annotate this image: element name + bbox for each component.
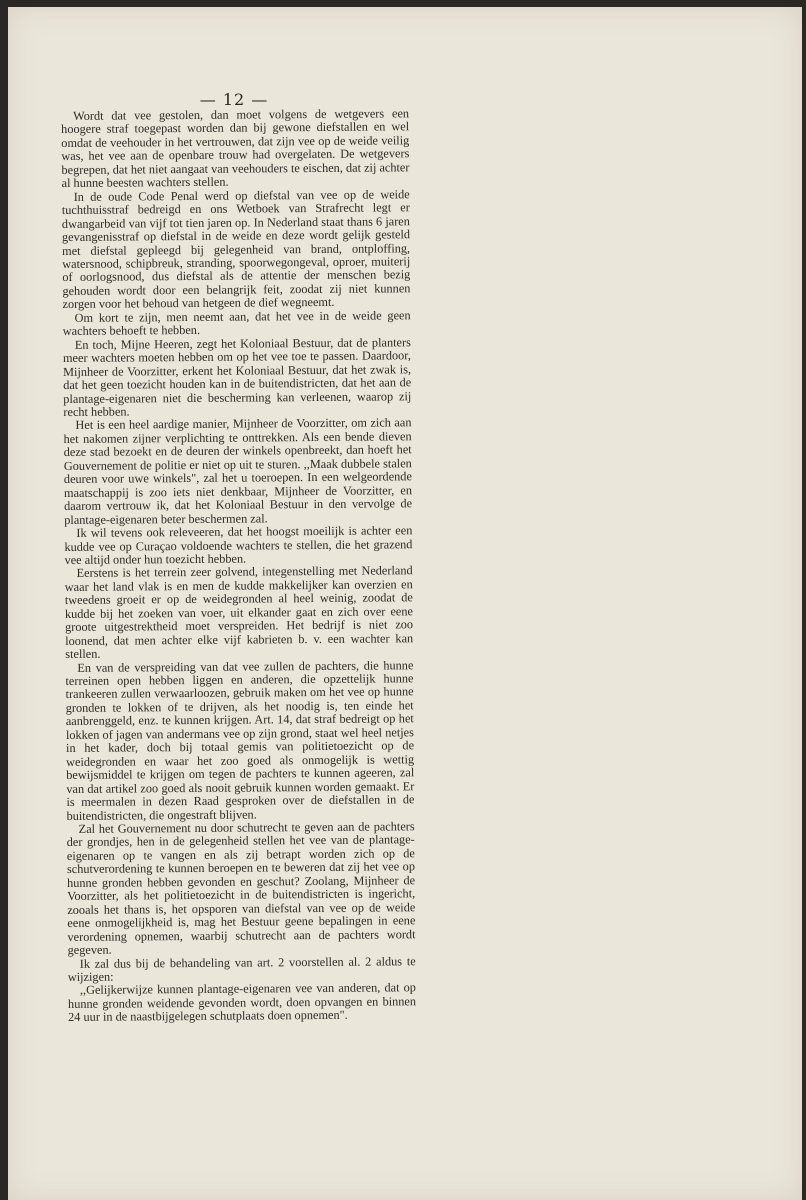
paragraph: Om kort te zijn, men neemt aan, dat het vee in de weide geen wachters behoeft te hebben. — [62, 308, 411, 339]
body-text — [61, 107, 416, 1025]
paragraph: En toch, Mijne Heeren, zegt het Koloniaal Bestuur, dat de planters meer wachters moeten hebben om op het vee toe te passen. Daardoor, Mijnheer de Voorzitter, erkent het Koloniaal Bestuur, dat het zwak is, dat het geen toezicht houden kan in de buitendistricten, dat het aan de plantage-eigenaren niet die bescherming kan verleenen, waarop zij recht hebben. — [62, 334, 412, 419]
paragraph: Ik wil tevens ook releveeren, dat het hoogst moeilijk is achter een kudde vee op Curaçao voldoende wachters te stellen, die het grazend vee altijd onder hun toezicht hebben. — [64, 523, 413, 567]
paragraph: En van de verspreiding van dat vee zullen de pachters, die hunne terreinen open hebben liggen en anderen, die opzettelijk hunne trankeeren zullen verwaarloozen, gebruik maken om het vee op hunne gronden te lokken of te drijven, als het noodig is, ten einde het aanbrenggeld, enz. te kunnen krijgen. Art. 14, dat straf bedreigt op het lokken of jagen van andermans vee op zijn grond, staat wel heel netjes in het kader, doch bij totaal gemis van politietoezicht op de weidegronden en waar het zoo goed als onmogelijk is wettig bewijsmiddel te krijgen om tegen de pachters te kunnen ageeren, zal van dat artikel zoo goed als nooit gebruik kunnen worden gemaakt. Er is meermalen in dezen Raad gesproken over de diefstallen in de buitendistricten, die ongestraft blijven. — [65, 657, 415, 823]
paragraph: Wordt dat vee gestolen, dan moet volgens de wetgevers een hoogere straf toegepast worden dan bij gewone diefstallen en wel omdat de veehouder in het vertrouwen, dat zijn vee op de weide veilig was, het vee aan de openbare trouw had overgelaten. De wetgevers begrepen, dat het niet aangaat van veehouders te eischen, dat zij achter al hunne beesten wachters stellen. — [61, 106, 410, 191]
paragraph: Zal het Gouvernement nu door schutrecht te geven aan de pachters der grondjes, hen in de gelegenheid stellen het vee van de plantage-eigenaren op te vangen en als zij betrapt worden zich op de schutverordening te kunnen beroepen en te beweren dat zij het vee op hunne gronden hebben gevonden en geschut? Zoolang, Mijnheer de Voorzitter, als het politietoezicht in de buitendistricten is ingericht, zooals het thans is, het opsporen van diefstal van vee op de weide eene onmogelijkheid is, mag het Bestuur geene bepalingen in eene verordening opnemen, waarbij schutrecht aan de pachters wordt gegeven. — [66, 819, 416, 958]
document-page — [8, 7, 802, 1200]
page-number: — 12 — — [199, 90, 269, 109]
paragraph: Ik zal dus bij de behandeling van art. 2 voorstellen al. 2 aldus te wijzigen: — [67, 953, 416, 984]
quoted-amendment: ,,Gelijkerwijze kunnen plantage-eigenaren vee van anderen, dat op hunne gronden weidende gevonden wordt, doen opvangen en binnen 24 uur in de naastbijgelegen schutplaats doen opnemen". — [67, 980, 417, 1025]
paragraph: Het is een heel aardige manier, Mijnheer de Voorzitter, om zich aan het nakomen zijner verplichting te onttrekken. Als een bende dieven deze stad bezoekt en de deuren der winkels openbreekt, dan hoeft het Gouvernement de politie er niet op uit te sturen. ,,Maak dubbele stalen deuren voor uwe winkels", zal het u toeroepen. In een welgeordende maatschappij is zoo iets niet denkbaar, Mijnheer de Voorzitter, en daarom vertrouw ik, dat het Koloniaal Bestuur in den vervolge de plantage-eigenaren beter beschermen zal. — [63, 415, 413, 527]
paragraph: In de oude Code Penal werd op diefstal van vee op de weide tuchthuisstraf bedreigd en ons Wetboek van Strafrecht legt er dwangarbeid van vijf tot tien jaren op. In Nederland staat thans 6 jaren gevangenisstraf op diefstal in de weide en deze wordt gelijk gesteld met diefstal gepleegd bij gelegenheid van brand, ontploffing, watersnood, schipbreuk, stranding, spoorwegongeval, oproer, muiterij of oorlogsnood, dus diefstal als de attentie der menschen bezig gehouden wordt door een belangrijk feit, zoodat zij niet kunnen zorgen voor het behoud van hetgeen de dief wegneemt. — [61, 186, 411, 312]
paragraph: Eerstens is het terrein zeer golvend, integenstelling met Nederland waar het land vlak is en men de kudde makkelijker kan overzien en tweedens groeit er op de weidegronden al heel weinig, zoodat de kudde bij het zoeken van voer, uit elkander gaat en zich over eene groote uitgestrektheid moet verspreiden. Het bedrijf is niet zoo loonend, dat men achter elke vijf kabrieten b. v. een wachter kan stellen. — [64, 563, 414, 662]
